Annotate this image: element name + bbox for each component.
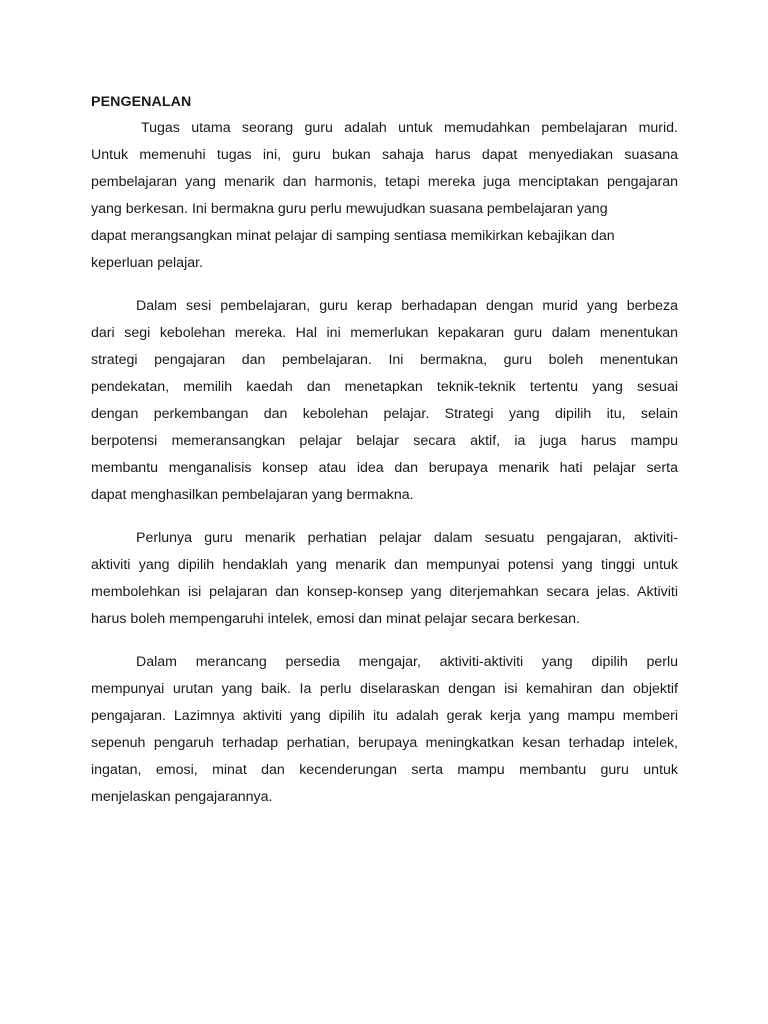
paragraph-line: keperluan pelajar. — [91, 255, 204, 271]
paragraph-line: ingatan, emosi, minat dan kecenderungan serta mampu membantu guru untuk — [91, 762, 678, 778]
paragraph-line: harus boleh mempengaruhi intelek, emosi dan minat pelajar secara berkesan. — [91, 611, 580, 627]
section-heading: PENGENALAN — [91, 94, 192, 110]
paragraph-line: Perlunya guru menarik perhatian pelajar dalam sesuatu pengajaran, aktiviti- — [136, 530, 678, 546]
paragraph-line: mempunyai urutan yang baik. Ia perlu diselaraskan dengan isi kemahiran dan objektif — [91, 681, 678, 697]
paragraph-2 — [91, 293, 678, 509]
paragraph-line: sepenuh pengaruh terhadap perhatian, berupaya meningkatkan kesan terhadap intelek, — [91, 735, 678, 751]
paragraph-line: Tugas utama seorang guru adalah untuk memudahkan pembelajaran murid. — [141, 120, 678, 136]
paragraph-line: dapat menghasilkan pembelajaran yang bermakna. — [91, 487, 414, 503]
paragraph-line: membolehkan isi pelajaran dan konsep-konsep yang diterjemahkan secara jelas. Aktiviti — [91, 584, 678, 600]
paragraph-line: strategi pengajaran dan pembelajaran. Ini bermakna, guru boleh menentukan — [91, 352, 678, 368]
paragraph-line: yang berkesan. Ini bermakna guru perlu mewujudkan suasana pembelajaran yang — [91, 201, 608, 217]
paragraph-line: berpotensi memeransangkan pelajar belajar secara aktif, ia juga harus mampu — [91, 433, 678, 449]
paragraph-1 — [91, 115, 678, 277]
paragraph-line: dengan perkembangan dan kebolehan pelajar. Strategi yang dipilih itu, selain — [91, 406, 678, 422]
document-body — [91, 92, 678, 811]
paragraph-line: pendekatan, memilih kaedah dan menetapkan teknik-teknik tertentu yang sesuai — [91, 379, 678, 395]
paragraph-line: pembelajaran yang menarik dan harmonis, tetapi mereka juga menciptakan pengajaran — [91, 174, 678, 190]
paragraph-4 — [91, 649, 678, 811]
paragraph-line: Dalam merancang persedia mengajar, aktiviti-aktiviti yang dipilih perlu — [136, 654, 678, 670]
paragraph-3 — [91, 525, 678, 633]
paragraph-line: menjelaskan pengajarannya. — [91, 789, 273, 805]
paragraph-line: dari segi kebolehan mereka. Hal ini memerlukan kepakaran guru dalam menentukan — [91, 325, 678, 341]
paragraph-line: pengajaran. Lazimnya aktiviti yang dipilih itu adalah gerak kerja yang mampu memberi — [91, 708, 678, 724]
paragraph-line: Dalam sesi pembelajaran, guru kerap berhadapan dengan murid yang berbeza — [136, 298, 678, 314]
paragraph-line: Untuk memenuhi tugas ini, guru bukan sahaja harus dapat menyediakan suasana — [91, 147, 678, 163]
paragraph-line: membantu menganalisis konsep atau idea dan berupaya menarik hati pelajar serta — [91, 460, 678, 476]
paragraph-line: dapat merangsangkan minat pelajar di samping sentiasa memikirkan kebajikan dan — [91, 228, 615, 244]
paragraph-line: aktiviti yang dipilih hendaklah yang menarik dan mempunyai potensi yang tinggi untuk — [91, 557, 678, 573]
